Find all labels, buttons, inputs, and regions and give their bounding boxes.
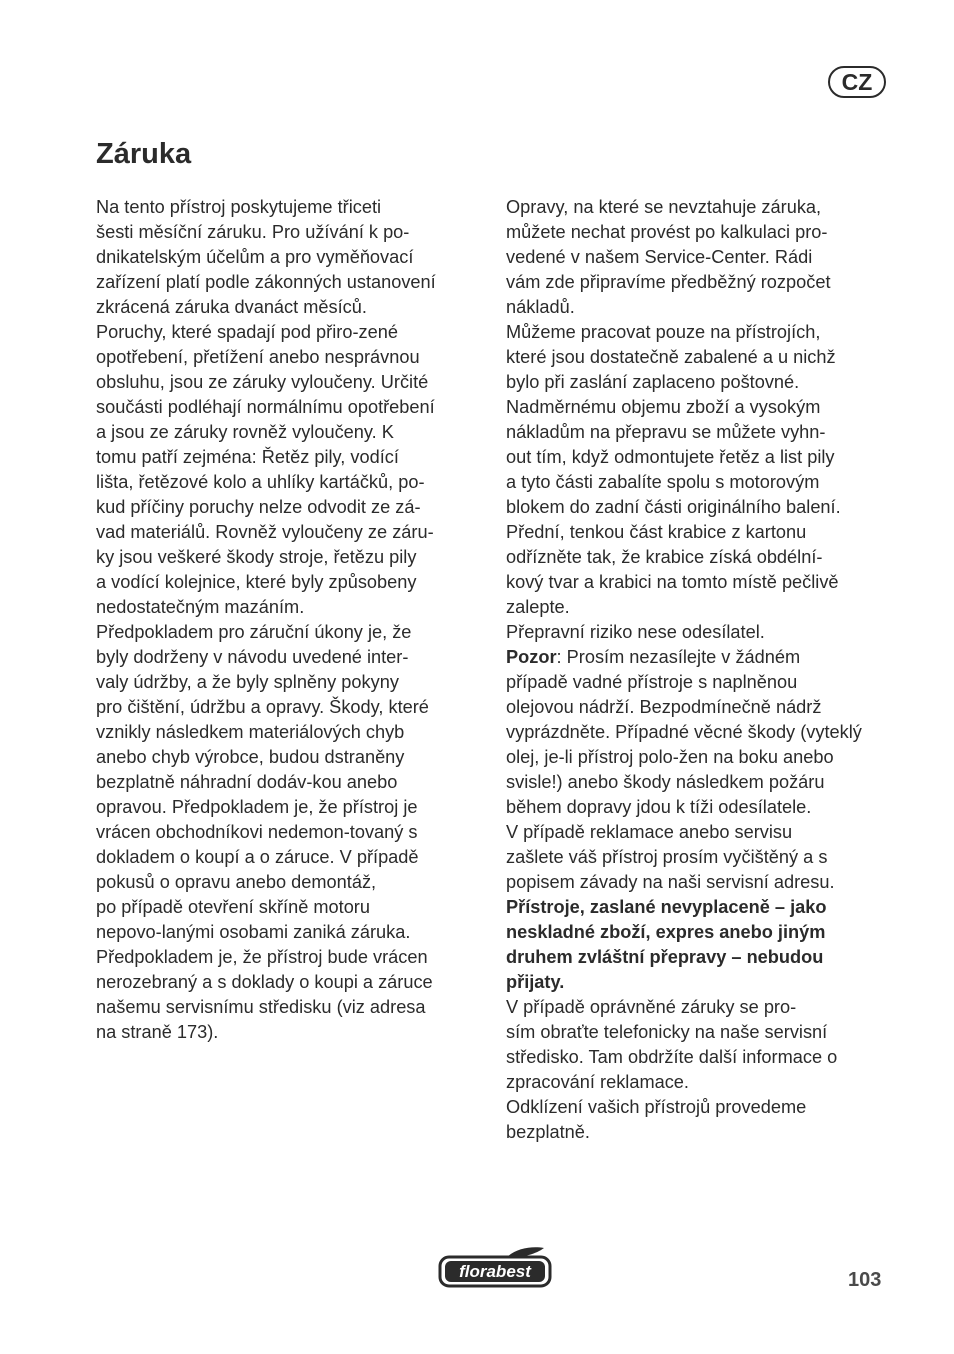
text-line: dokladem o koupí a o záruce. V případě [96, 847, 419, 867]
text-line: Přední, tenkou část krabice z kartonu [506, 522, 807, 542]
text-line: našemu servisnímu středisku (viz adresa [96, 997, 426, 1017]
text-line: popisem závady na naši servisní adresu. [506, 872, 835, 892]
text-line: blokem do zadní části originálního balení. [506, 497, 841, 517]
text-line: na straně 173). [96, 1022, 219, 1042]
florabest-logo [436, 1244, 554, 1290]
text-line: Na tento přístroj poskytujeme třiceti [96, 197, 382, 217]
text-line: nepovo-lanými osobami zaniká záruka. [96, 922, 411, 942]
text-line: obsluhu, jsou ze záruky vyloučeny. Určité [96, 372, 429, 392]
text-line: po případě otevření skříně motoru [96, 897, 370, 917]
text-line: valy údržby, a že byly splněny pokyny [96, 672, 399, 692]
text-line: vrácen obchodníkovi nedemon-tovaný s [96, 822, 418, 842]
text-line: tomu patří zejména: Řetěz pily, vodící [96, 447, 399, 467]
text-line: Opravy, na které se nevztahuje záruka, [506, 197, 822, 217]
bold-line: druhem zvláštní přepravy – nebudou [506, 947, 824, 967]
text-line: V případě oprávněné záruky se pro- [506, 997, 797, 1017]
language-badge: CZ [828, 66, 886, 98]
text-line: zašlete váš přístroj prosím vyčištěný a s [506, 847, 828, 867]
text-line: můžete nechat provést po kalkulaci pro- [506, 222, 828, 242]
text-line: vad materiálů. Rovněž vyloučeny ze záru- [96, 522, 434, 542]
text-line: které jsou dostatečně zabalené a u nichž [506, 347, 836, 367]
text-line: svisle!) anebo škody následkem požáru [506, 772, 825, 792]
text-line: součásti podléhají normálnímu opotřebení [96, 397, 435, 417]
text-line: nerozebraný a s doklady o koupi a záruce [96, 972, 433, 992]
text-line: dnikatelským účelům a pro vyměňovací [96, 247, 414, 267]
text-line: vedené v našem Service-Center. Rádi [506, 247, 813, 267]
right-column [506, 195, 896, 1145]
page-title: Záruka [96, 138, 192, 170]
warning-text: : Prosím nezasílejte v žádném [556, 647, 801, 667]
text-line: během dopravy jdou k tíži odesílatele. [506, 797, 812, 817]
warning-line [506, 645, 896, 670]
text-line: kový tvar a krabici na tomto místě pečlivě [506, 572, 839, 592]
text-line: a vodící kolejnice, které byly způsobeny [96, 572, 417, 592]
text-line: šesti měsíční záruku. Pro užívání k po- [96, 222, 410, 242]
text-line: pokusů o opravu anebo demontáž, [96, 872, 377, 892]
text-line: bezplatně. [506, 1122, 590, 1142]
text-line: a jsou ze záruky rovněž vyloučeny. K [96, 422, 394, 442]
page-number: 103 [848, 1269, 882, 1291]
text-line: Poruchy, které spadají pod přiro-zené [96, 322, 398, 342]
logo-text: florabest [459, 1262, 531, 1281]
text-line: olej, je-li přístroj polo-žen na boku anebo [506, 747, 834, 767]
bold-line: přijaty. [506, 972, 565, 992]
text-line: anebo chyb výrobce, budou dstraněny [96, 747, 405, 767]
text-line: případě vadné přístroje s naplněnou [506, 672, 798, 692]
warning-label: Pozor [506, 647, 557, 667]
text-line: kud příčiny poruchy nelze odvodit ze zá- [96, 497, 421, 517]
text-line: bezplatně náhradní dodáv-kou anebo [96, 772, 398, 792]
text-line: nedostatečným mazáním. [96, 597, 305, 617]
text-line: opravou. Předpokladem je, že přístroj je [96, 797, 418, 817]
text-line: Přepravní riziko nese odesílatel. [506, 622, 765, 642]
text-line: zařízení platí podle zákonných ustanovení [96, 272, 436, 292]
text-line: vznikly následkem materiálových chyb [96, 722, 405, 742]
bold-line: Přístroje, zaslané nevyplaceně – jako [506, 897, 827, 917]
text-line: zkrácená záruka dvanáct měsíců. [96, 297, 367, 317]
text-line: vám zde připravíme předběžný rozpočet [506, 272, 831, 292]
text-line: Odklízení vašich přístrojů provedeme [506, 1097, 807, 1117]
text-line: out tím, když odmontujete řetěz a list pily [506, 447, 835, 467]
text-line: lišta, řetězové kolo a uhlíky kartáčků, po- [96, 472, 425, 492]
text-line: olejovou nádrží. Bezpodmínečně nádrž [506, 697, 822, 717]
text-line: Nadměrnému objemu zboží a vysokým [506, 397, 821, 417]
text-line: bylo při zaslání zaplaceno poštovné. [506, 372, 800, 392]
text-line: zalepte. [506, 597, 570, 617]
text-line: a tyto části zabalíte spolu s motorovým [506, 472, 820, 492]
text-line: Předpokladem je, že přístroj bude vrácen [96, 947, 428, 967]
left-column [96, 195, 488, 1045]
text-line: nákladů. [506, 297, 575, 317]
text-line: opotřebení, přetížení anebo nesprávnou [96, 347, 420, 367]
text-line: byly dodrženy v návodu uvedené inter- [96, 647, 409, 667]
text-line: V případě reklamace anebo servisu [506, 822, 793, 842]
text-line: Můžeme pracovat pouze na přístrojích, [506, 322, 821, 342]
text-line: nákladům na přepravu se můžete vyhn- [506, 422, 826, 442]
text-line: ky jsou veškeré škody stroje, řetězu pily [96, 547, 417, 567]
text-line: vyprázdněte. Případné věcné škody (vyteklý [506, 722, 862, 742]
text-line: středisko. Tam obdržíte další informace o [506, 1047, 838, 1067]
text-line: zpracování reklamace. [506, 1072, 689, 1092]
text-line: Předpokladem pro záruční úkony je, že [96, 622, 412, 642]
text-line: pro čištění, údržbu a opravy. Škody, které [96, 697, 429, 717]
text-line: sím obraťte telefonicky na naše servisní [506, 1022, 828, 1042]
text-line: odřízněte tak, že krabice získá obdélní- [506, 547, 823, 567]
bold-line: neskladné zboží, expres anebo jiným [506, 922, 826, 942]
